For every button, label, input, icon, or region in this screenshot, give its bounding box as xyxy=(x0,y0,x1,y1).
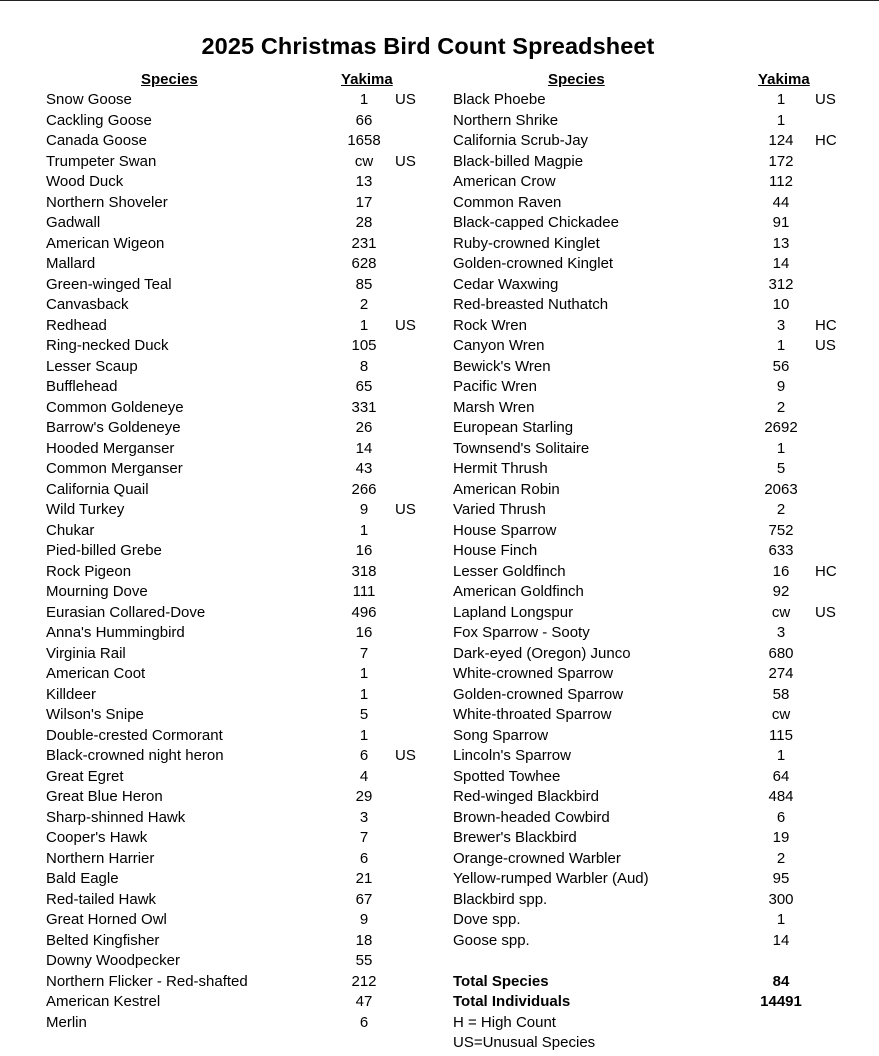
total-species-value: 84 xyxy=(772,972,790,990)
species-name: Virginia Rail xyxy=(46,644,126,662)
species-count: 91 xyxy=(772,214,790,231)
species-count: 484 xyxy=(768,788,794,805)
species-count: 3 xyxy=(776,624,786,641)
species-name: Black-crowned night heron xyxy=(46,747,224,764)
species-name: Spotted Towhee xyxy=(453,767,561,785)
species-name: Downy Woodpecker xyxy=(46,952,180,969)
species-count: 1658 xyxy=(347,132,381,149)
species-name: Hooded Merganser xyxy=(46,439,175,457)
species-name: Red-winged Blackbird xyxy=(453,788,599,805)
species-count: 16 xyxy=(772,562,790,580)
species-name: Black Phoebe xyxy=(453,91,546,108)
species-count: 14 xyxy=(355,439,373,457)
species-name: Orange-crowned Warbler xyxy=(453,849,621,867)
species-name: Dark-eyed (Oregon) Junco xyxy=(453,644,631,662)
species-count: 318 xyxy=(351,562,377,580)
species-count: 43 xyxy=(355,460,373,477)
species-count: 2 xyxy=(776,398,786,416)
right-count-header: Yakima xyxy=(758,71,810,88)
species-count: 496 xyxy=(351,603,377,621)
species-count: 1 xyxy=(359,91,369,108)
species-name: Sharp-shinned Hawk xyxy=(46,808,186,826)
species-name: Common Merganser xyxy=(46,460,183,477)
species-count: 17 xyxy=(355,193,373,211)
species-count: 1 xyxy=(776,111,786,129)
species-count: 1 xyxy=(359,726,369,744)
species-count: 111 xyxy=(352,583,376,600)
species-count: 58 xyxy=(772,685,790,703)
species-name: Wild Turkey xyxy=(46,501,125,518)
species-name: Black-capped Chickadee xyxy=(453,214,619,231)
species-count: 2 xyxy=(359,296,369,313)
species-name: Wilson's Snipe xyxy=(46,706,144,723)
species-flag: US xyxy=(815,91,836,108)
species-count: 92 xyxy=(772,583,790,600)
species-count: 13 xyxy=(355,173,373,190)
species-count: 10 xyxy=(772,296,790,313)
species-count: 7 xyxy=(359,829,369,846)
left-count-header: Yakima xyxy=(341,71,393,88)
species-count: 105 xyxy=(351,337,377,354)
species-count: 19 xyxy=(772,829,790,846)
total-individuals-label: Total Individuals xyxy=(453,993,571,1010)
species-count: 3 xyxy=(359,808,369,826)
species-count: 7 xyxy=(359,644,369,662)
species-count: 5 xyxy=(359,706,369,723)
species-name: Red-breasted Nuthatch xyxy=(453,296,609,313)
species-name: Bald Eagle xyxy=(46,870,119,887)
species-flag: US xyxy=(815,337,836,354)
legend-high-count-label: H = High Count xyxy=(453,1013,556,1031)
species-flag: HC xyxy=(815,316,837,334)
species-count: 1 xyxy=(776,91,786,108)
species-count: cw xyxy=(354,152,374,170)
species-name: Eurasian Collared-Dove xyxy=(46,603,206,621)
species-count: 1 xyxy=(776,439,786,457)
species-count: 9 xyxy=(359,911,369,928)
species-name: Yellow-rumped Warbler (Aud) xyxy=(453,870,649,887)
species-name: Blackbird spp. xyxy=(453,890,548,908)
species-name: Redhead xyxy=(46,316,107,334)
species-count: 6 xyxy=(776,808,786,826)
species-count: 331 xyxy=(351,398,377,416)
species-name: Wood Duck xyxy=(46,173,124,190)
species-count: 5 xyxy=(776,460,786,477)
species-count: 1 xyxy=(776,337,786,354)
species-name: Great Horned Owl xyxy=(46,911,167,928)
species-count: 274 xyxy=(768,665,794,682)
species-name: Great Blue Heron xyxy=(46,788,163,805)
species-count: cw xyxy=(771,706,791,723)
page-title: 2025 Christmas Bird Count Spreadsheet xyxy=(201,33,655,59)
species-name: Golden-crowned Kinglet xyxy=(453,255,614,272)
species-name: Ruby-crowned Kinglet xyxy=(453,234,600,252)
species-name: Canada Goose xyxy=(46,132,147,149)
species-name: Pied-billed Grebe xyxy=(46,542,162,559)
species-name: Canvasback xyxy=(46,296,129,313)
species-flag: US xyxy=(395,747,416,764)
species-count: 16 xyxy=(355,624,373,641)
species-name: Mallard xyxy=(46,255,96,272)
species-count: 1 xyxy=(359,316,369,334)
species-name: California Quail xyxy=(46,480,149,498)
species-name: White-crowned Sparrow xyxy=(453,665,614,682)
species-name: Green-winged Teal xyxy=(46,275,172,293)
species-count: 115 xyxy=(769,726,793,744)
species-count: 752 xyxy=(768,521,794,539)
species-name: Northern Harrier xyxy=(46,849,155,867)
species-count: 1 xyxy=(359,665,369,682)
species-name: California Scrub-Jay xyxy=(453,132,589,149)
species-name: Northern Flicker - Red-shafted xyxy=(46,972,248,990)
species-name: Bufflehead xyxy=(46,378,118,395)
species-count: 13 xyxy=(772,234,790,252)
species-count: 172 xyxy=(768,152,794,170)
species-count: 1 xyxy=(776,911,786,928)
species-count: 18 xyxy=(355,931,373,949)
species-name: American Kestrel xyxy=(46,993,161,1010)
species-name: Hermit Thrush xyxy=(453,460,548,477)
species-count: 9 xyxy=(776,378,786,395)
species-count: 44 xyxy=(772,193,790,211)
species-count: 67 xyxy=(355,890,373,908)
species-name: American Robin xyxy=(453,480,560,498)
species-count: 26 xyxy=(355,419,373,436)
species-name: Bewick's Wren xyxy=(453,357,551,375)
species-count: 1 xyxy=(359,685,369,703)
species-count: 14 xyxy=(772,931,790,949)
species-count: 85 xyxy=(355,275,373,293)
species-count: 3 xyxy=(776,316,786,334)
left-species-header: Species xyxy=(141,71,198,88)
species-name: Cedar Waxwing xyxy=(453,275,559,293)
species-count: 2063 xyxy=(764,480,798,498)
species-name: Rock Pigeon xyxy=(46,562,132,580)
species-flag: US xyxy=(395,152,416,170)
species-count: 65 xyxy=(355,378,373,395)
species-count: 28 xyxy=(355,214,373,231)
species-name: Fox Sparrow - Sooty xyxy=(453,624,590,641)
species-name: Lapland Longspur xyxy=(453,603,574,621)
species-name: Killdeer xyxy=(46,685,97,703)
species-count: 14 xyxy=(772,255,790,272)
species-flag: US xyxy=(395,316,416,334)
species-name: Rock Wren xyxy=(453,316,527,334)
species-count: 1 xyxy=(776,747,786,764)
species-name: Brewer's Blackbird xyxy=(453,829,577,846)
species-count: 680 xyxy=(768,644,794,662)
top-border-line xyxy=(0,0,879,1)
species-name: Gadwall xyxy=(46,214,101,231)
species-count: 312 xyxy=(768,275,794,293)
species-count: 4 xyxy=(359,767,369,785)
species-name: Lesser Scaup xyxy=(46,357,138,375)
species-count: 29 xyxy=(355,788,373,805)
species-name: White-throated Sparrow xyxy=(453,706,612,723)
species-count: 56 xyxy=(772,357,790,375)
species-name: Common Raven xyxy=(453,193,562,211)
species-name: Belted Kingfisher xyxy=(46,931,160,949)
species-count: 9 xyxy=(359,501,369,518)
species-name: Anna's Hummingbird xyxy=(46,624,185,641)
species-name: Red-tailed Hawk xyxy=(46,890,157,908)
species-count: 16 xyxy=(355,542,373,559)
species-name: Trumpeter Swan xyxy=(46,152,157,170)
species-count: 231 xyxy=(351,234,377,252)
species-count: 124 xyxy=(768,132,794,149)
species-count: 64 xyxy=(772,767,790,785)
species-name: Cooper's Hawk xyxy=(46,829,148,846)
species-name: Canyon Wren xyxy=(453,337,545,354)
species-name: Northern Shrike xyxy=(453,111,559,129)
species-name: American Coot xyxy=(46,665,146,682)
species-count: 8 xyxy=(359,357,369,375)
species-name: Brown-headed Cowbird xyxy=(453,808,610,826)
species-flag: US xyxy=(395,91,416,108)
species-count: 2 xyxy=(776,501,786,518)
right-species-header: Species xyxy=(548,71,605,88)
species-name: Golden-crowned Sparrow xyxy=(453,685,624,703)
species-flag: HC xyxy=(815,562,837,580)
species-count: 112 xyxy=(769,173,793,190)
species-name: Lesser Goldfinch xyxy=(453,562,566,580)
species-count: 95 xyxy=(772,870,790,887)
species-flag: US xyxy=(815,603,836,621)
species-name: Merlin xyxy=(46,1013,87,1031)
species-count: 633 xyxy=(768,542,794,559)
species-count: cw xyxy=(771,603,791,621)
species-count: 21 xyxy=(355,870,373,887)
total-species-label: Total Species xyxy=(453,972,549,990)
species-name: Snow Goose xyxy=(46,91,132,108)
species-name: Common Goldeneye xyxy=(46,398,184,416)
species-flag: US xyxy=(395,501,416,518)
species-count: 2692 xyxy=(764,419,798,436)
species-name: Barrow's Goldeneye xyxy=(46,419,181,436)
species-count: 1 xyxy=(359,521,369,539)
species-count: 300 xyxy=(768,890,794,908)
species-count: 6 xyxy=(359,747,369,764)
species-name: Varied Thrush xyxy=(453,501,546,518)
species-count: 6 xyxy=(359,1013,369,1031)
species-name: Chukar xyxy=(46,521,95,539)
species-count: 66 xyxy=(355,111,373,129)
species-name: Mourning Dove xyxy=(46,583,148,600)
species-name: European Starling xyxy=(453,419,574,436)
species-name: Northern Shoveler xyxy=(46,193,168,211)
species-count: 6 xyxy=(359,849,369,867)
legend-unusual-species-label: US=Unusual Species xyxy=(453,1034,596,1051)
species-name: Marsh Wren xyxy=(453,398,535,416)
species-name: Pacific Wren xyxy=(453,378,537,395)
species-count: 266 xyxy=(351,480,377,498)
total-individuals-value: 14491 xyxy=(760,993,802,1010)
species-name: Ring-necked Duck xyxy=(46,337,169,354)
species-name: House Sparrow xyxy=(453,521,557,539)
species-name: Goose spp. xyxy=(453,931,530,949)
species-name: Dove spp. xyxy=(453,911,521,928)
species-name: American Wigeon xyxy=(46,234,165,252)
species-name: American Goldfinch xyxy=(453,583,584,600)
species-count: 628 xyxy=(351,255,377,272)
species-name: Black-billed Magpie xyxy=(453,152,584,170)
species-count: 212 xyxy=(351,972,377,990)
species-name: Double-crested Cormorant xyxy=(46,726,223,744)
species-flag: HC xyxy=(815,132,837,149)
species-count: 2 xyxy=(776,849,786,867)
species-count: 55 xyxy=(355,952,373,969)
species-name: House Finch xyxy=(453,542,538,559)
species-name: American Crow xyxy=(453,173,556,190)
species-name: Townsend's Solitaire xyxy=(453,439,590,457)
species-count: 47 xyxy=(355,993,373,1010)
species-name: Lincoln's Sparrow xyxy=(453,747,571,764)
species-name: Cackling Goose xyxy=(46,111,152,129)
species-name: Song Sparrow xyxy=(453,726,549,744)
species-name: Great Egret xyxy=(46,767,124,785)
